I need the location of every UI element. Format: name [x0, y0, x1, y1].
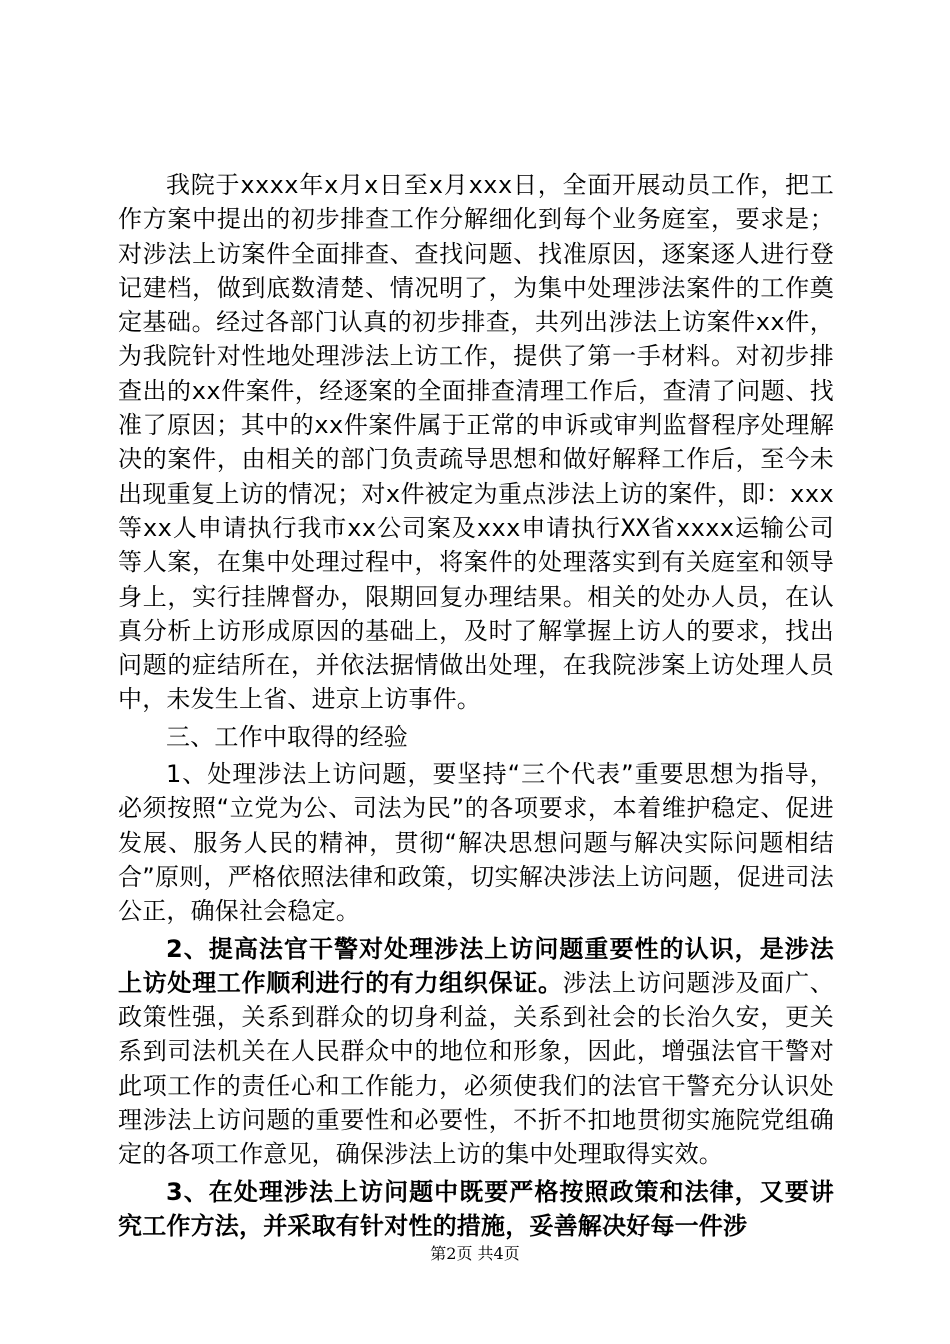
paragraph-experience-1: 1、处理涉法上访问题，要坚持“三个代表”重要思想为指导，必须按照“立党为公、司法为民”的各项要求，本着维护稳定、促进发展、服务人民的精神，贯彻“解决思想问题与解决实际问题相结合”原则，严格依照法律和政策，切实解决涉法上访问题，促进司法公正，确保社会稳定。 [118, 760, 834, 926]
paragraph-experience-3-lead: 3、在处理涉法上访问题中既要严格按照政策和法律，又要讲究工作方法，并采取有针对性的措施，妥善解决好每一件涉 [118, 1177, 834, 1240]
paragraph-experience-2-lead: 2、提高法官干警对处理涉法上访问题重要性的认识，是涉法上访处理工作顺利进行的有力组织保证。 [118, 934, 834, 997]
page-footer: 第2页 共4页 [430, 1244, 520, 1263]
paragraph-experience-2 [118, 932, 834, 1172]
document-body [118, 168, 834, 1243]
section-heading-experience: 三、工作中取得的经验 [166, 722, 408, 751]
paragraph-experience-3 [118, 1175, 834, 1244]
paragraph-experience-2-body: 涉法上访问题涉及面广、政策性强，关系到群众的切身利益，关系到社会的长治久安，更关系到司法机关在人民群众中的地位和形象，因此，增强法官干警对此项工作的责任心和工作能力，必须使我们的法官干警充分认识处理涉法上访问题的重要性和必要性，不折不扣地贯彻实施院党组确定的各项工作意见，确保涉法上访的集中处理取得实效。 [118, 968, 835, 1169]
paragraph-case-review: 我院于xxxx年x月x日至x月xxx日，全面开展动员工作，把工作方案中提出的初步排查工作分解细化到每个业务庭室，要求是；对涉法上访案件全面排查、查找问题、找准原因，逐案逐人进行登记建档，做到底数清楚、情况明了，为集中处理涉法案件的工作奠定基础。经过各部门认真的初步排查，共列出涉法上访案件xx件，为我院针对性地处理涉法上访工作，提供了第一手材料。对初步排查出的xx件案件，经逐案的全面排查清理工作后，查清了问题、找准了原因；其中的xx件案件属于正常的申诉或审判监督程序处理解决的案件，由相关的部门负责疏导思想和做好解释工作后，至今未出现重复上访的情况；对x件被定为重点涉法上访的案件，即：xxx等xx人申请执行我市xx公司案及xxx申请执行XX省xxxx运输公司等人案，在集中处理过程中，将案件的处理落实到有关庭室和领导身上，实行挂牌督办，限期回复办理结果。相关的处办人员，在认真分析上访形成原因的基础上，及时了解掌握上访人的要求，找出问题的症结所在，并依法据情做出处理，在我院涉案上访处理人员中，未发生上省、进京上访事件。 [118, 171, 834, 714]
